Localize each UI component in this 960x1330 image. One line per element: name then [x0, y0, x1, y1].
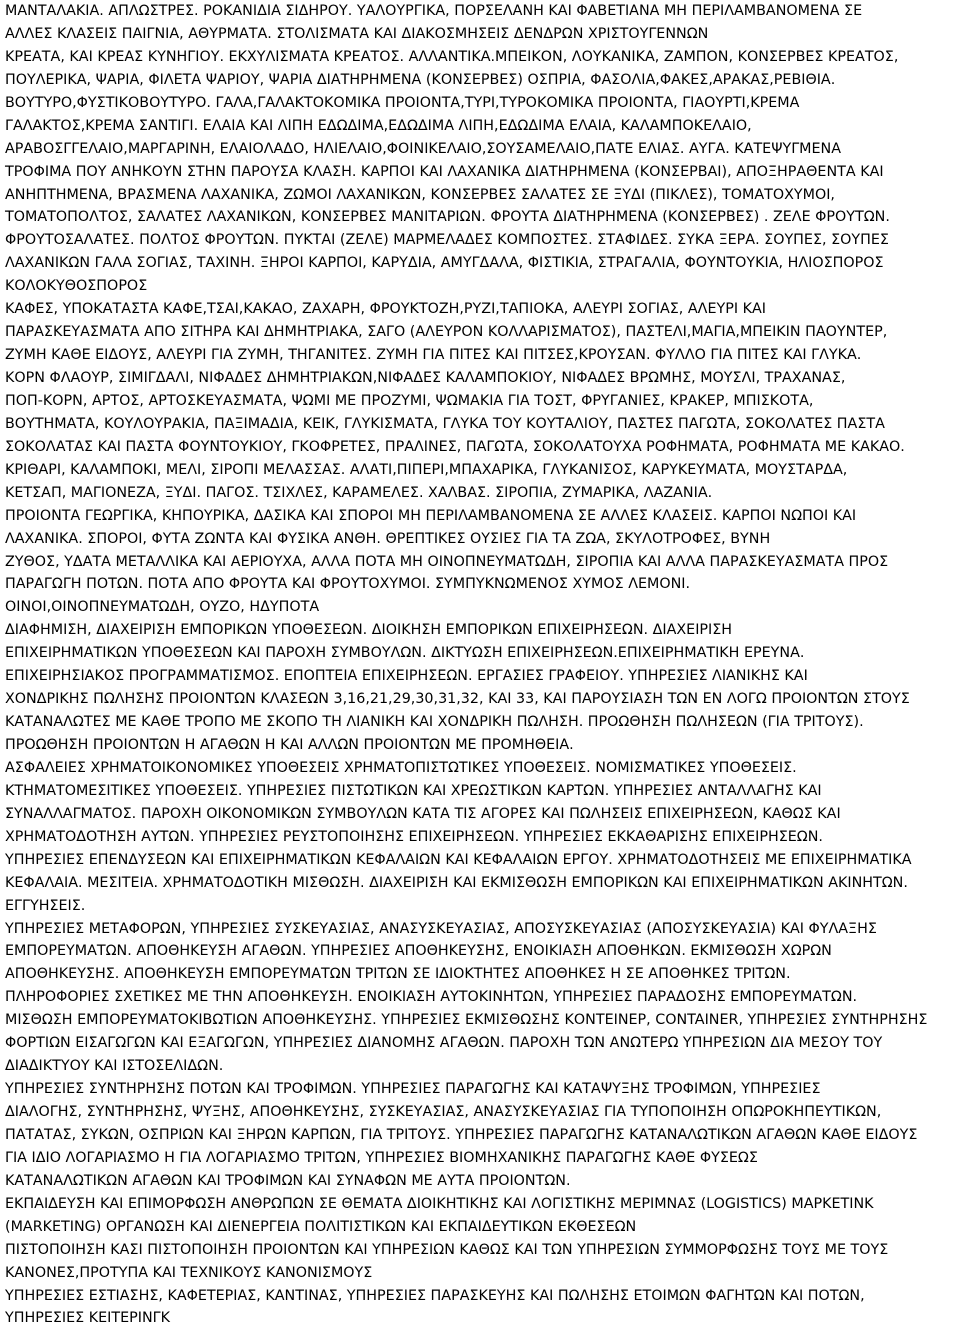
text-line: ΣΥΝΑΛΛΑΓΜΑΤΟΣ. ΠΑΡΟΧΗ ΟΙΚΟΝΟΜΙΚΩΝ ΣΥΜΒΟΥΛΩΝ ΚΑΤΑ ΤΙΣ ΑΓΟΡΕΣ ΚΑΙ ΠΩΛΗΣΕΙΣ ΕΠΙΧΕΙΡΗΣΕΩΝ, ΚΑΘΩΣ ΚΑΙ [5, 805, 841, 822]
text-line: ΑΣΦΑΛΕΙΕΣ ΧΡΗΜΑΤΟΙΚΟΝΟΜΙΚΕΣ ΥΠΟΘΕΣΕΙΣ ΧΡΗΜΑΤΟΠΙΣΤΩΤΙΚΕΣ ΥΠΟΘΕΣΕΙΣ. ΝΟΜΙΣΜΑΤΙΚΕΣ ΥΠΟΘΕΣΕΙΣ. [5, 759, 797, 776]
text-line: ΠΟΥΛΕΡΙΚΑ, ΨΑΡΙΑ, ΦΙΛΕΤΑ ΨΑΡΙΟΥ, ΨΑΡΙΑ ΔΙΑΤΗΡΗΜΕΝΑ (ΚΟΝΣΕΡΒΕΣ) ΟΣΠΡΙΑ, ΦΑΣΟΛΙΑ,ΦΑΚΕΣ,ΑΡΑΚΑΣ,ΡΕΒΙΘΙΑ. [5, 71, 836, 88]
text-line: ΒΟΥΤΥΡΟ,ΦΥΣΤΙΚΟΒΟΥΤΥΡΟ. ΓΑΛΑ,ΓΑΛΑΚΤΟΚΟΜΙΚΑ ΠΡΟΙΟΝΤΑ,ΤΥΡΙ,ΤΥΡΟΚΟΜΙΚΑ ΠΡΟΙΟΝΤΑ, ΓΙΑΟΥΡΤΙ,ΚΡΕΜΑ [5, 94, 800, 111]
text-line: ΜΑΝΤΑΛΑΚΙΑ. ΑΠΛΩΣΤΡΕΣ. ΡΟΚΑΝΙΔΙΑ ΣΙΔΗΡΟΥ. ΥΑΛΟΥΡΓΙΚΑ, ΠΟΡΣΕΛΑΝΗ ΚΑΙ ΦΑΒΕΤΙΑΝΑ ΜΗ ΠΕΡΙΛΑΜΒΑΝΟΜΕΝΑ ΣΕ [5, 3, 863, 19]
text-line: ΔΙΑΦΗΜΙΣΗ, ΔΙΑΧΕΙΡΙΣΗ ΕΜΠΟΡΙΚΩΝ ΥΠΟΘΕΣΕΩΝ. ΔΙΟΙΚΗΣΗ ΕΜΠΟΡΙΚΩΝ ΕΠΙΧΕΙΡΗΣΕΩΝ. ΔΙΑΧΕΙΡΙΣΗ [5, 622, 733, 639]
text-line: ΥΠΗΡΕΣΙΕΣ ΕΣΤΙΑΣΗΣ, ΚΑΦΕΤΕΡΙΑΣ, ΚΑΝΤΙΝΑΣ, ΥΠΗΡΕΣΙΕΣ ΠΑΡΑΣΚΕΥΗΣ ΚΑΙ ΠΩΛΗΣΗΣ ΕΤΟΙΜΩΝ ΦΑΓΗΤΩΝ ΚΑΙ ΠΟΤΩΝ, [5, 1287, 865, 1304]
text-line: ΓΑΛΑΚΤΟΣ,ΚΡΕΜΑ ΣΑΝΤΙΓΙ. ΕΛΑΙΑ ΚΑΙ ΛΙΠΗ ΕΔΩΔΙΜΑ,ΕΔΩΔΙΜΑ ΛΙΠΗ,ΕΔΩΔΙΜΑ ΕΛΑΙΑ, ΚΑΛΑΜΠΟΚΕΛΑΙΟ, [5, 117, 752, 134]
text-line: ΠΡΟΩΘΗΣΗ ΠΡΟΙΟΝΤΩΝ Η ΑΓΑΘΩΝ Η ΚΑΙ ΑΛΛΩΝ ΠΡΟΙΟΝΤΩΝ ΜΕ ΠΡΟΜΗΘΕΙΑ. [5, 737, 574, 753]
text-line: ΑΝΗΠΤΗΜΕΝΑ, ΒΡΑΣΜΕΝΑ ΛΑΧΑΝΙΚΑ, ΖΩΜΟΙ ΛΑΧΑΝΙΚΩΝ, ΚΟΝΣΕΡΒΕΣ ΣΑΛΑΤΕΣ ΣΕ ΞΥΔΙ (ΠΙΚΛΕΣ), ΤΟΜΑΤΟΧΥΜΟΙ, [5, 186, 835, 203]
text-line: ΥΠΗΡΕΣΙΕΣ ΜΕΤΑΦΟΡΩΝ, ΥΠΗΡΕΣΙΕΣ ΣΥΣΚΕΥΑΣΙΑΣ, ΑΝΑΣΥΣΚΕΥΑΣΙΑΣ, ΑΠΟΣΥΣΚΕΥΑΣΙΑΣ (ΑΠΟΣΥΣΚΕΥΑΣΙΑ) ΚΑΙ ΦΥΛΑΞΗΣ [5, 920, 877, 937]
text-line: ΑΛΛΕΣ ΚΛΑΣΕΙΣ ΠΑΙΓΝΙΑ, ΑΘΥΡΜΑΤΑ. ΣΤΟΛΙΣΜΑΤΑ ΚΑΙ ΔΙΑΚΟΣΜΗΣΕΙΣ ΔΕΝΔΡΩΝ ΧΡΙΣΤΟΥΓΕΝΝΩΝ [5, 25, 709, 42]
text-line: ΚΟΛΟΚΥΘΟΣΠΟΡΟΣ [5, 278, 148, 295]
text-line: ΦΟΡΤΙΩΝ ΕΙΣΑΓΩΓΩΝ ΚΑΙ ΕΞΑΓΩΓΩΝ, ΥΠΗΡΕΣΙΕΣ ΔΙΑΝΟΜΗΣ ΑΓΑΘΩΝ. ΠΑΡΟΧΗ ΤΩΝ ΑΝΩΤΕΡΩ ΥΠΗΡΕΣΙΩΝ ΔΙΑ ΜΕΣΟΥ ΤΟΥ [5, 1035, 883, 1052]
text-line: ΜΙΣΘΩΣΗ ΕΜΠΟΡΕΥΜΑΤΟΚΙΒΩΤΙΩΝ ΑΠΟΘΗΚΕΥΣΗΣ. ΥΠΗΡΕΣΙΕΣ ΕΚΜΙΣΘΩΣΗΣ ΚΟΝΤΕΙΝΕΡ, CONTAINER, ΥΠΗΡΕΣΙΕΣ ΣΥΝΤΗΡΗΣΗΣ [5, 1012, 928, 1029]
text-line: ΚΑΝΟΝΕΣ,ΠΡΟΤΥΠΑ ΚΑΙ ΤΕΧΝΙΚΟΥΣ ΚΑΝΟΝΙΣΜΟΥΣ [5, 1264, 373, 1281]
text-line: ΤΡΟΦΙΜΑ ΠΟΥ ΑΝΗΚΟΥΝ ΣΤΗΝ ΠΑΡΟΥΣΑ ΚΛΑΣΗ. ΚΑΡΠΟΙ ΚΑΙ ΛΑΧΑΝΙΚΑ ΔΙΑΤΗΡΗΜΕΝΑ (ΚΟΝΣΕΡΒΑΙ), ΑΠΟΞΗΡΑΘΕΝΤΑ ΚΑΙ [5, 163, 884, 180]
text-line: ΦΡΟΥΤΟΣΑΛΑΤΕΣ. ΠΟΛΤΟΣ ΦΡΟΥΤΩΝ. ΠΥΚΤΑΙ (ΖΕΛΕ) ΜΑΡΜΕΛΑΔΕΣ ΚΟΜΠΟΣΤΕΣ. ΣΤΑΦΙΔΕΣ. ΣΥΚΑ ΞΕΡΑ. ΣΟΥΠΕΣ, ΣΟΥΠΕΣ [5, 232, 889, 249]
text-line: ΚΕΦΑΛΑΙΑ. ΜΕΣΙΤΕΙΑ. ΧΡΗΜΑΤΟΔΟΤΙΚΗ ΜΙΣΘΩΣΗ. ΔΙΑΧΕΙΡΙΣΗ ΚΑΙ ΕΚΜΙΣΘΩΣΗ ΕΜΠΟΡΙΚΩΝ ΚΑΙ ΕΠΙΧΕΙΡΗΜΑΤΙΚΩΝ ΑΚΙΝΗΤΩΝ. [5, 874, 908, 891]
text-line: ΕΜΠΟΡΕΥΜΑΤΩΝ. ΑΠΟΘΗΚΕΥΣΗ ΑΓΑΘΩΝ. ΥΠΗΡΕΣΙΕΣ ΑΠΟΘΗΚΕΥΣΗΣ, ΕΝΟΙΚΙΑΣΗ ΑΠΟΘΗΚΩΝ. ΕΚΜΙΣΘΩΣΗ ΧΩΡΩΝ [5, 943, 832, 960]
text-line: ΑΡΑΒΟΣΓΓΕΛΑΙΟ,ΜΑΡΓΑΡΙΝΗ, ΕΛΑΙΟΛΑΔΟ, ΗΛΙΕΛΑΙΟ,ΦΟΙΝΙΚΕΛΑΙΟ,ΣΟΥΣΑΜΕΛΑΙΟ,ΠΑΤΕ ΕΛΙΑΣ. ΑΥΓΑ. ΚΑΤΕΨΥΓΜΕΝΑ [5, 140, 842, 157]
text-line: ΠΡΟΙΟΝΤΑ ΓΕΩΡΓΙΚΑ, ΚΗΠΟΥΡΙΚΑ, ΔΑΣΙΚΑ ΚΑΙ ΣΠΟΡΟΙ ΜΗ ΠΕΡΙΛΑΜΒΑΝΟΜΕΝΑ ΣΕ ΑΛΛΕΣ ΚΛΑΣΕΙΣ. ΚΑΡΠΟΙ ΝΩΠΟΙ ΚΑΙ [5, 507, 857, 524]
text-line: ΔΙΑΛΟΓΗΣ, ΣΥΝΤΗΡΗΣΗΣ, ΨΥΞΗΣ, ΑΠΟΘΗΚΕΥΣΗΣ, ΣΥΣΚΕΥΑΣΙΑΣ, ΑΝΑΣΥΣΚΕΥΑΣΙΑΣ ΓΙΑ ΤΥΠΟΠΟΙΗΣΗ ΟΠΩΡΟΚΗΠΕΥΤΙΚΩΝ, [5, 1104, 882, 1120]
text-line: ΖΥΜΗ ΚΑΘΕ ΕΙΔΟΥΣ, ΑΛΕΥΡΙ ΓΙΑ ΖΥΜΗ, ΤΗΓΑΝΙΤΕΣ. ΖΥΜΗ ΓΙΑ ΠΙΤΕΣ ΚΑΙ ΠΙΤΣΕΣ,ΚΡΟΥΣΑΝ. ΦΥΛΛΟ ΓΙΑ ΠΙΤΕΣ ΚΑΙ ΓΛΥΚΑ. [5, 347, 862, 364]
text-line: ΠΟΠ-ΚΟΡΝ, ΑΡΤΟΣ, ΑΡΤΟΣΚΕΥΑΣΜΑΤΑ, ΨΩΜΙ ΜΕ ΠΡΟΖΥΜΙ, ΨΩΜΑΚΙΑ ΓΙΑ ΤΟΣΤ, ΦΡΥΓΑΝΙΕΣ, ΚΡΑΚΕΡ, ΜΠΙΣΚΟΤΑ, [5, 392, 814, 409]
text-line: ΥΠΗΡΕΣΙΕΣ ΣΥΝΤΗΡΗΣΗΣ ΠΟΤΩΝ ΚΑΙ ΤΡΟΦΙΜΩΝ. ΥΠΗΡΕΣΙΕΣ ΠΑΡΑΓΩΓΗΣ ΚΑΙ ΚΑΤΑΨΥΞΗΣ ΤΡΟΦΙΜΩΝ, ΥΠΗΡΕΣΙΕΣ [5, 1081, 821, 1098]
text-line: ΚΑΦΕΣ, ΥΠΟΚΑΤΑΣΤΑ ΚΑΦΕ,ΤΣΑΙ,ΚΑΚΑΟ, ΖΑΧΑΡΗ, ΦΡΟΥΚΤΟΖΗ,ΡΥΖΙ,ΤΑΠΙΟΚΑ, ΑΛΕΥΡΙ ΣΟΓΙΑΣ, ΑΛΕΥΡΙ ΚΑΙ [5, 301, 766, 318]
text-line: ΤΟΜΑΤΟΠΟΛΤΟΣ, ΣΑΛΑΤΕΣ ΛΑΧΑΝΙΚΩΝ, ΚΟΝΣΕΡΒΕΣ ΜΑΝΙΤΑΡΙΩΝ. ΦΡΟΥΤΑ ΔΙΑΤΗΡΗΜΕΝΑ (ΚΟΝΣΕΡΒΕΣ) . ΖΕΛΕ ΦΡΟΥΤΩΝ. [5, 209, 890, 226]
text-line: ΛΑΧΑΝΙΚΑ. ΣΠΟΡΟΙ, ΦΥΤΑ ΖΩΝΤΑ ΚΑΙ ΦΥΣΙΚΑ ΑΝΘΗ. ΘΡΕΠΤΙΚΕΣ ΟΥΣΙΕΣ ΓΙΑ ΤΑ ΖΩΑ, ΣΚΥΛΟΤΡΟΦΕΣ, ΒΥΝΗ [5, 530, 771, 547]
text-line: ΕΓΓΥΗΣΕΙΣ. [5, 897, 86, 914]
text-line: ΕΠΙΧΕΙΡΗΣΙΑΚΟΣ ΠΡΟΓΡΑΜΜΑΤΙΣΜΟΣ. ΕΠΟΠΤΕΙΑ ΕΠΙΧΕΙΡΗΣΕΩΝ. ΕΡΓΑΣΙΕΣ ΓΡΑΦΕΙΟΥ. ΥΠΗΡΕΣΙΕΣ ΛΙΑΝΙΚΗΣ ΚΑΙ [5, 668, 808, 685]
text-line: ΧΟΝΔΡΙΚΗΣ ΠΩΛΗΣΗΣ ΠΡΟΙΟΝΤΩΝ ΚΛΑΣΕΩΝ 3,16,21,29,30,31,32, ΚΑΙ 33, ΚΑΙ ΠΑΡΟΥΣΙΑΣΗ ΤΩΝ ΕΝ ΛΟΓΩ ΠΡΟΙΟΝΤΩΝ ΣΤΟΥΣ [5, 691, 910, 708]
text-line: ΛΑΧΑΝΙΚΩΝ ΓΑΛΑ ΣΟΓΙΑΣ, ΤΑΧΙΝΗ. ΞΗΡΟΙ ΚΑΡΠΟΙ, ΚΑΡΥΔΙΑ, ΑΜΥΓΔΑΛΑ, ΦΙΣΤΙΚΙΑ, ΣΤΡΑΓΑΛΙΑ, ΦΟΥΝΤΟΥΚΙΑ, ΗΛΙΟΣΠΟΡΟΣ [5, 255, 884, 272]
text-line: ΔΙΑΔΙΚΤΥΟΥ ΚΑΙ ΙΣΤΟΣΕΛΙΔΩΝ. [5, 1058, 224, 1075]
text-line: ΠΙΣΤΟΠΟΙΗΣΗ ΚΑΣΙ ΠΙΣΤΟΠΟΙΗΣΗ ΠΡΟΙΟΝΤΩΝ ΚΑΙ ΥΠΗΡΕΣΙΩΝ ΚΑΘΩΣ ΚΑΙ ΤΩΝ ΥΠΗΡΕΣΙΩΝ ΣΥΜΜΟΡΦΩΣΗΣ ΤΟΥΣ ΜΕ ΤΟΥΣ [5, 1241, 889, 1258]
document-body-text [5, 0, 957, 1330]
text-line: ΚΡΕΑΤΑ, ΚΑΙ ΚΡΕΑΣ ΚΥΝΗΓΙΟΥ. ΕΚΧΥΛΙΣΜΑΤΑ ΚΡΕΑΤΟΣ. ΑΛΛΑΝΤΙΚΑ.ΜΠΕΙΚΟΝ, ΛΟΥΚΑΝΙΚΑ, ΖΑΜΠΟΝ, ΚΟΝΣΕΡΒΕΣ ΚΡΕΑΤΟΣ, [5, 48, 899, 65]
text-line: ΖΥΘΟΣ, ΥΔΑΤΑ ΜΕΤΑΛΛΙΚΑ ΚΑΙ ΑΕΡΙΟΥΧΑ, ΑΛΛΑ ΠΟΤΑ ΜΗ ΟΙΝΟΠΝΕΥΜΑΤΩΔΗ, ΣΙΡΟΠΙΑ ΚΑΙ ΑΛΛΑ ΠΑΡΑΣΚΕΥΑΣΜΑΤΑ ΠΡΟΣ [5, 553, 889, 570]
text-line: ΚΟΡΝ ΦΛΑΟΥΡ, ΣΙΜΙΓΔΑΛΙ, ΝΙΦΑΔΕΣ ΔΗΜΗΤΡΙΑΚΩΝ,ΝΙΦΑΔΕΣ ΚΑΛΑΜΠΟΚΙΟΥ, ΝΙΦΑΔΕΣ ΒΡΩΜΗΣ, ΜΟΥΣΛΙ, ΤΡΑΧΑΝΑΣ, [5, 370, 846, 386]
text-line: ΕΠΙΧΕΙΡΗΜΑΤΙΚΩΝ ΥΠΟΘΕΣΕΩΝ ΚΑΙ ΠΑΡΟΧΗ ΣΥΜΒΟΥΛΩΝ. ΔΙΚΤΥΩΣΗ ΕΠΙΧΕΙΡΗΣΕΩΝ.ΕΠΙΧΕΙΡΗΜΑΤΙΚΗ ΕΡΕΥΝΑ. [5, 645, 805, 662]
text-line: ΚΕΤΣΑΠ, ΜΑΓΙΟΝΕΖΑ, ΞΥΔΙ. ΠΑΓΟΣ. ΤΣΙΧΛΕΣ, ΚΑΡΑΜΕΛΕΣ. ΧΑΛΒΑΣ. ΣΙΡΟΠΙΑ, ΖΥΜΑΡΙΚΑ, ΛΑΖΑΝΙΑ. [5, 484, 713, 501]
text-line: ΚΡΙΘΑΡΙ, ΚΑΛΑΜΠΟΚΙ, ΜΕΛΙ, ΣΙΡΟΠΙ ΜΕΛΑΣΣΑΣ. ΑΛΑΤΙ,ΠΙΠΕΡΙ,ΜΠΑΧΑΡΙΚΑ, ΓΛΥΚΑΝΙΣΟΣ, ΚΑΡΥΚΕΥΜΑΤΑ, ΜΟΥΣΤΑΡΔΑ, [5, 461, 848, 478]
text-line: (MARKETING) ΟΡΓΑΝΩΣΗ ΚΑΙ ΔΙΕΝΕΡΓΕΙΑ ΠΟΛΙΤΙΣΤΙΚΩΝ ΚΑΙ ΕΚΠΑΙΔΕΥΤΙΚΩΝ ΕΚΘΕΣΕΩΝ [5, 1218, 637, 1235]
text-line: ΠΛΗΡΟΦΟΡΙΕΣ ΣΧΕΤΙΚΕΣ ΜΕ ΤΗΝ ΑΠΟΘΗΚΕΥΣΗ. ΕΝΟΙΚΙΑΣΗ ΑΥΤΟΚΙΝΗΤΩΝ, ΥΠΗΡΕΣΙΕΣ ΠΑΡΑΔΟΣΗΣ ΕΜΠΟΡΕΥΜΑΤΩΝ. [5, 989, 858, 1006]
text-line: ΒΟΥΤΗΜΑΤΑ, ΚΟΥΛΟΥΡΑΚΙΑ, ΠΑΞΙΜΑΔΙΑ, ΚΕΙΚ, ΓΛΥΚΙΣΜΑΤΑ, ΓΛΥΚΑ ΤΟΥ ΚΟΥΤΑΛΙΟΥ, ΠΑΣΤΕΣ ΠΑΓΩΤΑ, ΣΟΚΟΛΑΤΕΣ ΠΑΣΤΑ [5, 415, 885, 432]
text-line: ΑΠΟΘΗΚΕΥΣΗΣ. ΑΠΟΘΗΚΕΥΣΗ ΕΜΠΟΡΕΥΜΑΤΩΝ ΤΡΙΤΩΝ ΣΕ ΙΔΙΟΚΤΗΤΕΣ ΑΠΟΘΗΚΕΣ Η ΣΕ ΑΠΟΘΗΚΕΣ ΤΡΙΤΩΝ. [5, 966, 791, 983]
text-line: ΣΟΚΟΛΑΤΑΣ ΚΑΙ ΠΑΣΤΑ ΦΟΥΝΤΟΥΚΙΟΥ, ΓΚΟΦΡΕΤΕΣ, ΠΡΑΛΙΝΕΣ, ΠΑΓΩΤΑ, ΣΟΚΟΛΑΤΟΥΧΑ ΡΟΦΗΜΑΤΑ, ΡΟΦΗΜΑΤΑ ΜΕ ΚΑΚΑΟ. [5, 438, 905, 455]
text-line: ΟΙΝΟΙ,ΟΙΝΟΠΝΕΥΜΑΤΩΔΗ, ΟΥΖΟ, ΗΔΥΠΟΤΑ [5, 599, 320, 616]
text-line: ΓΙΑ ΙΔΙΟ ΛΟΓΑΡΙΑΣΜΟ Η ΓΙΑ ΛΟΓΑΡΙΑΣΜΟ ΤΡΙΤΩΝ, ΥΠΗΡΕΣΙΕΣ ΒΙΟΜΗΧΑΝΙΚΗΣ ΠΑΡΑΓΩΓΗΣ ΚΑΘΕ ΦΥΣΕΩΣ [5, 1149, 758, 1166]
text-line: ΧΡΗΜΑΤΟΔΟΤΗΣΗ ΑΥΤΩΝ. ΥΠΗΡΕΣΙΕΣ ΡΕΥΣΤΟΠΟΙΗΣΗΣ ΕΠΙΧΕΙΡΗΣΕΩΝ. ΥΠΗΡΕΣΙΕΣ ΕΚΚΑΘΑΡΙΣΗΣ ΕΠΙΧΕΙΡΗΣΕΩΝ. [5, 828, 823, 845]
text-line: ΕΚΠΑΙΔΕΥΣΗ ΚΑΙ ΕΠΙΜΟΡΦΩΣΗ ΑΝΘΡΩΠΩΝ ΣΕ ΘΕΜΑΤΑ ΔΙΟΙΚΗΤΙΚΗΣ ΚΑΙ ΛΟΓΙΣΤΙΚΗΣ ΜΕΡΙΜΝΑΣ (LOGISTICS) ΜΑΡΚΕΤΙΝΚ [5, 1195, 874, 1212]
text-line: ΥΠΗΡΕΣΙΕΣ ΕΠΕΝΔΥΣΕΩΝ ΚΑΙ ΕΠΙΧΕΙΡΗΜΑΤΙΚΩΝ ΚΕΦΑΛΑΙΩΝ ΚΑΙ ΚΕΦΑΛΑΙΩΝ ΕΡΓΟΥ. ΧΡΗΜΑΤΟΔΟΤΗΣΕΙΣ ΜΕ ΕΠΙΧΕΙΡΗΜΑΤΙΚΑ [5, 851, 912, 868]
text-line: ΠΑΡΑΣΚΕΥΑΣΜΑΤΑ ΑΠΟ ΣΙΤΗΡΑ ΚΑΙ ΔΗΜΗΤΡΙΑΚΑ, ΣΑΓΟ (ΑΛΕΥΡΟΝ ΚΟΛΛΑΡΙΣΜΑΤΟΣ), ΠΑΣΤΕΛΙ,ΜΑΓΙΑ,ΜΠΕΙΚΙΝ ΠΑΟΥΝΤΕΡ, [5, 324, 888, 341]
text-line: ΥΠΗΡΕΣΙΕΣ ΚΕΙΤΕΡΙΝΓΚ [5, 1310, 171, 1327]
text-line: ΚΑΤΑΝΑΛΩΤΙΚΩΝ ΑΓΑΘΩΝ ΚΑΙ ΤΡΟΦΙΜΩΝ ΚΑΙ ΣΥΝΑΦΩΝ ΜΕ ΑΥΤΑ ΠΡΟΙΟΝΤΩΝ. [5, 1172, 571, 1189]
text-line: ΠΑΤΑΤΑΣ, ΣΥΚΩΝ, ΟΣΠΡΙΩΝ ΚΑΙ ΞΗΡΩΝ ΚΑΡΠΩΝ, ΓΙΑ ΤΡΙΤΟΥΣ. ΥΠΗΡΕΣΙΕΣ ΠΑΡΑΓΩΓΗΣ ΚΑΤΑΝΑΛΩΤΙΚΩΝ ΑΓΑΘΩΝ ΚΑΘΕ ΕΙΔΟΥΣ [5, 1126, 918, 1143]
text-line: ΚΑΤΑΝΑΛΩΤΕΣ ΜΕ ΚΑΘΕ ΤΡΟΠΟ ΜΕ ΣΚΟΠΟ ΤΗ ΛΙΑΝΙΚΗ ΚΑΙ ΧΟΝΔΡΙΚΗ ΠΩΛΗΣΗ. ΠΡΟΩΘΗΣΗ ΠΩΛΗΣΕΩΝ (ΓΙΑ ΤΡΙΤΟΥΣ). [5, 714, 864, 731]
text-line: ΠΑΡΑΓΩΓΗ ΠΟΤΩΝ. ΠΟΤΑ ΑΠΟ ΦΡΟΥΤΑ ΚΑΙ ΦΡΟΥΤΟΧΥΜΟΙ. ΣΥΜΠΥΚΝΩΜΕΝΟΣ ΧΥΜΟΣ ΛΕΜΟΝΙ. [5, 576, 691, 593]
text-line: ΚΤΗΜΑΤΟΜΕΣΙΤΙΚΕΣ ΥΠΟΘΕΣΕΙΣ. ΥΠΗΡΕΣΙΕΣ ΠΙΣΤΩΤΙΚΩΝ ΚΑΙ ΧΡΕΩΣΤΙΚΩΝ ΚΑΡΤΩΝ. ΥΠΗΡΕΣΙΕΣ ΑΝΤΑΛΛΑΓΗΣ ΚΑΙ [5, 782, 822, 799]
